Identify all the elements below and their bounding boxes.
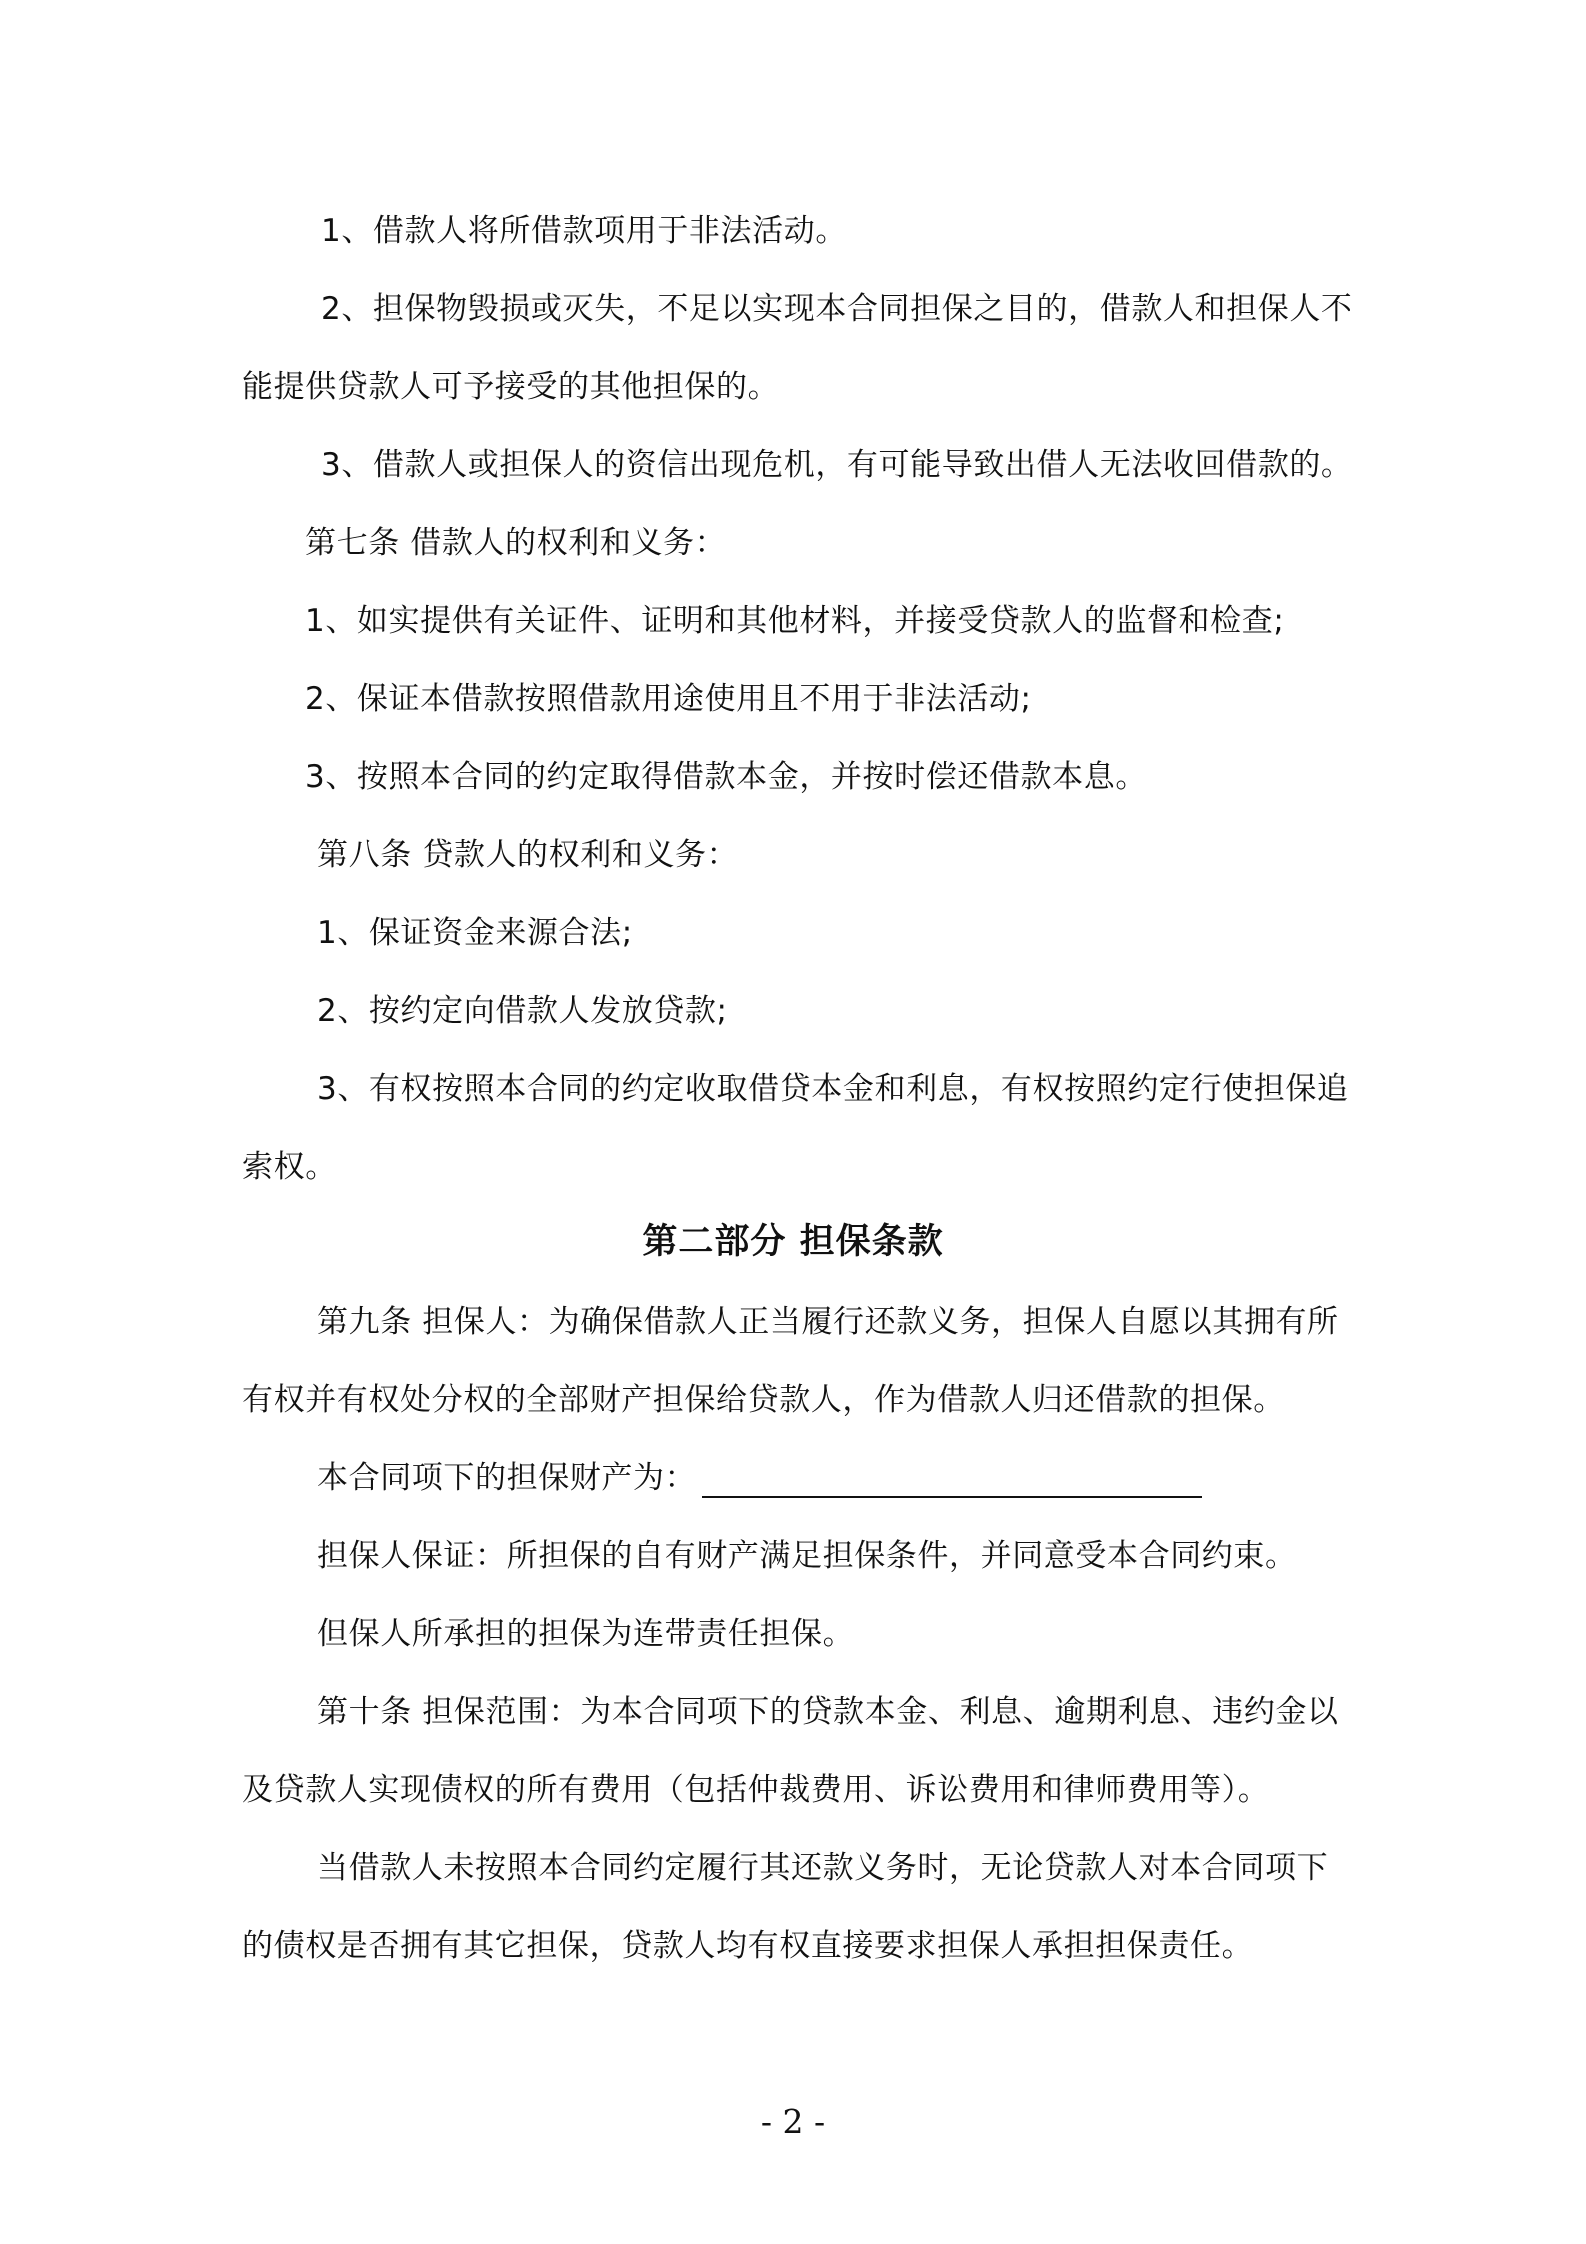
clause-6-item-1: 1、借款人将所借款项用于非法活动。 bbox=[321, 213, 847, 249]
guarantee-property-label: 本合同项下的担保财产为： bbox=[317, 1460, 697, 1496]
article-10-para-2-line-1: 当借款人未按照本合同约定履行其还款义务时，无论贷款人对本合同项下 bbox=[317, 1850, 1329, 1886]
page-number: - 2 - bbox=[760, 2102, 826, 2141]
joint-liability-statement: 但保人所承担的担保为连带责任担保。 bbox=[317, 1616, 855, 1652]
article-10-line-1: 第十条 担保范围：为本合同项下的贷款本金、利息、逾期利息、违约金以 bbox=[317, 1694, 1339, 1730]
clause-6-item-2-line-2: 能提供贷款人可予接受的其他担保的。 bbox=[242, 369, 780, 405]
guarantor-warranty: 担保人保证：所担保的自有财产满足担保条件，并同意受本合同约束。 bbox=[317, 1538, 1297, 1574]
article-8-item-3-line-2: 索权。 bbox=[242, 1149, 337, 1185]
article-7-title: 第七条 借款人的权利和义务： bbox=[305, 525, 727, 561]
article-10-line-2: 及贷款人实现债权的所有费用（包括仲裁费用、诉讼费用和律师费用等）。 bbox=[242, 1772, 1270, 1808]
clause-6-item-3: 3、借款人或担保人的资信出现危机，有可能导致出借人无法收回借款的。 bbox=[321, 447, 1353, 483]
article-10-para-2-line-2: 的债权是否拥有其它担保，贷款人均有权直接要求担保人承担担保责任。 bbox=[242, 1928, 1254, 1964]
article-9-line-2: 有权并有权处分权的全部财产担保给贷款人，作为借款人归还借款的担保。 bbox=[242, 1382, 1285, 1418]
article-7-item-3: 3、按照本合同的约定取得借款本金，并按时偿还借款本息。 bbox=[305, 759, 1147, 795]
article-8-item-1: 1、保证资金来源合法; bbox=[317, 915, 633, 951]
article-8-title: 第八条 贷款人的权利和义务： bbox=[317, 837, 739, 873]
part-2-heading: 第二部分 担保条款 bbox=[642, 1222, 944, 1262]
article-7-item-2: 2、保证本借款按照借款用途使用且不用于非法活动; bbox=[305, 681, 1032, 717]
guarantee-property-line bbox=[317, 1458, 1202, 1498]
clause-6-item-2-line-1: 2、担保物毁损或灭失，不足以实现本合同担保之目的，借款人和担保人不 bbox=[321, 291, 1353, 327]
article-7-item-1: 1、如实提供有关证件、证明和其他材料，并接受贷款人的监督和检查; bbox=[305, 603, 1285, 639]
article-9-line-1: 第九条 担保人：为确保借款人正当履行还款义务，担保人自愿以其拥有所 bbox=[317, 1304, 1339, 1340]
article-8-item-2: 2、按约定向借款人发放贷款; bbox=[317, 993, 728, 1029]
article-8-item-3-line-1: 3、有权按照本合同的约定收取借贷本金和利息，有权按照约定行使担保追 bbox=[317, 1071, 1349, 1107]
guarantee-property-blank bbox=[702, 1466, 1202, 1498]
